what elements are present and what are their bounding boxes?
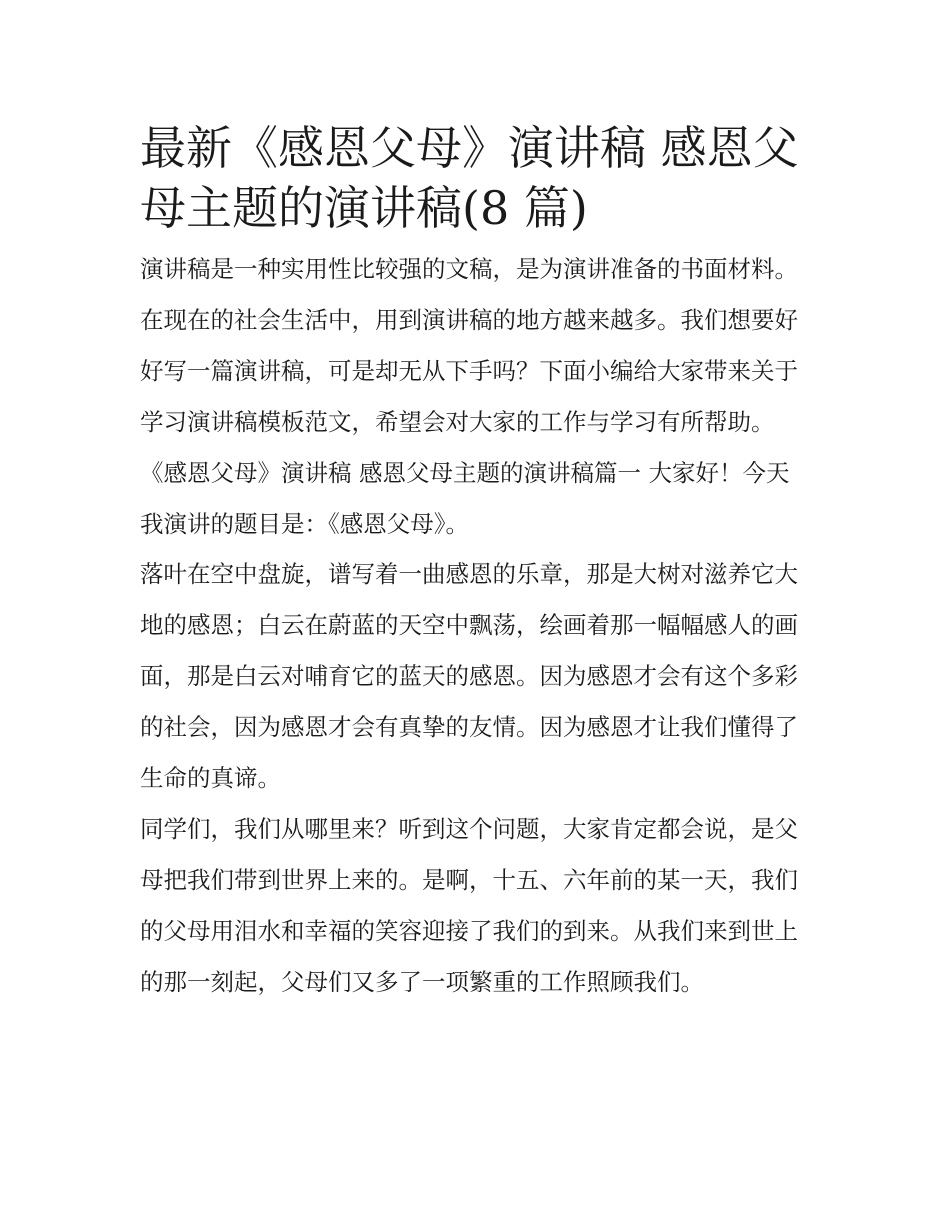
document-title: 最新《感恩父母》演讲稿 感恩父母主题的演讲稿(8 篇) — [140, 121, 799, 235]
paragraph-classmates: 同学们，我们从哪里来？听到这个问题，大家肯定都会说，是父母把我们带到世界上来的。是啊，十五、六年前的某一天，我们的父母用泪水和幸福的笑容迎接了我们的到来。从我们来到世上的那一刻起，父母们又多了一项繁重的工作照顾我们。 — [140, 814, 798, 996]
paragraph-leaves: 落叶在空中盘旋，谱写着一曲感恩的乐章，那是大树对滋养它大地的感恩；白云在蔚蓝的天空中飘荡，绘画着那一幅幅感人的画面，那是白云对哺育它的蓝天的感恩。因为感恩才会有这个多彩的社会，因为感恩才会有真挚的友情。因为感恩才让我们懂得了生命的真谛。 — [140, 560, 798, 793]
paragraph-greeting: 《感恩父母》演讲稿 感恩父母主题的演讲稿篇一 大家好！今天我演讲的题目是：《感恩父母》。 — [140, 458, 790, 538]
document-page — [140, 118, 812, 1008]
paragraph-intro: 演讲稿是一种实用性比较强的文稿，是为演讲准备的书面材料。在现在的社会生活中，用到演讲稿的地方越来越多。我们想要好好写一篇演讲稿，可是却无从下手吗？下面小编给大家带来关于学习演讲稿模板范文，希望会对大家的工作与学习有所帮助。 — [140, 255, 798, 436]
